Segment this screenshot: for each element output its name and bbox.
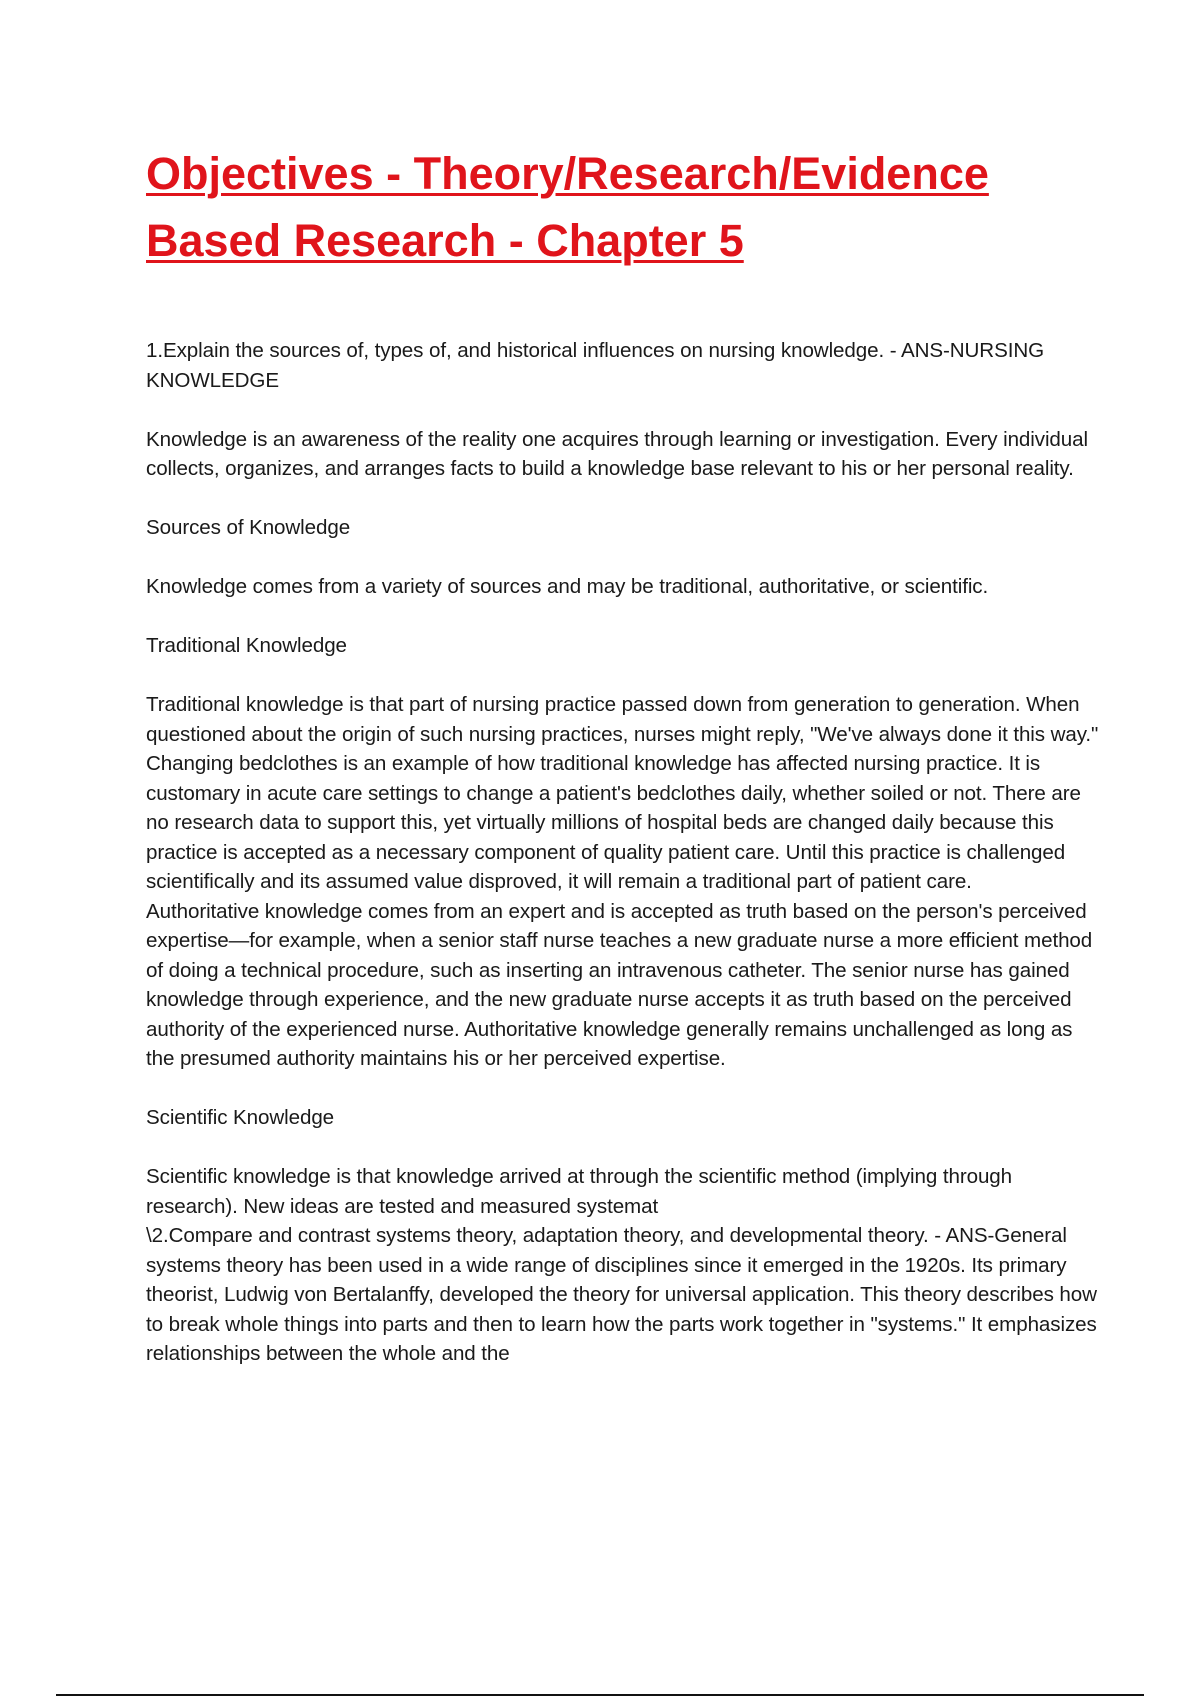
question-2-paragraph: \2.Compare and contrast systems theory, adaptation theory, and developmental theory. - ANS-General systems theory has been used in a wide range of disciplines since it emerged in the 1920s. Its primary theorist, Ludwig von Bertalanffy, developed the theory for universal application. This theory describes how to break whole things into parts and then to learn how the parts work together in "systems." It emphasizes relationships between the whole and the bbox=[146, 1224, 1097, 1365]
scientific-knowledge-heading: Scientific Knowledge bbox=[146, 1106, 335, 1129]
scientific-knowledge-paragraph: Scientific knowledge is that knowledge arrived at through the scientific method (implying through research). New ideas are tested and measured systemat bbox=[146, 1165, 1013, 1218]
traditional-knowledge-paragraph: Traditional knowledge is that part of nursing practice passed down from generation to generation. When questioned about the origin of such nursing practices, nurses might reply, "We've always done it this way." Changing bedclothes is an example of how traditional knowledge has affected nursing practice. It is customary in acute care settings to change a patient's bedclothes daily, whether soiled or not. There are no research data to support this, yet virtually millions of hospital beds are changed daily because this practice is accepted as a necessary component of quality patient care. Until this practice is challenged scientifically and its assumed value disproved, it will remain a traditional part of patient care. bbox=[146, 693, 1099, 893]
document-title bbox=[146, 140, 1106, 274]
authoritative-knowledge-paragraph: Authoritative knowledge comes from an expert and is accepted as truth based on the person's perceived expertise—for example, when a senior staff nurse teaches a new graduate nurse a more efficient method of doing a technical procedure, such as inserting an intravenous catheter. The senior nurse has gained knowledge through experience, and the new graduate nurse accepts it as truth based on the perceived authority of the experienced nurse. Authoritative knowledge generally remains unchallenged as long as the presumed authority maintains his or her perceived expertise. bbox=[146, 899, 1093, 1070]
sources-intro-paragraph: Knowledge comes from a variety of sources and may be traditional, authoritative, or scientific. bbox=[146, 575, 989, 598]
sources-of-knowledge-heading: Sources of Knowledge bbox=[146, 516, 351, 539]
document-body bbox=[146, 336, 1106, 1369]
question-1-paragraph: 1.Explain the sources of, types of, and historical influences on nursing knowledge. - ANS-NURSING KNOWLEDGE bbox=[146, 339, 1045, 392]
title-line-2: Based Research - Chapter 5 bbox=[146, 215, 744, 266]
title-line-1: Objectives - Theory/Research/Evidence bbox=[146, 148, 989, 199]
traditional-knowledge-heading: Traditional Knowledge bbox=[146, 634, 347, 657]
knowledge-definition-paragraph: Knowledge is an awareness of the reality one acquires through learning or investigation. Every individual collects, organizes, and arranges facts to build a knowledge base relevant to his or her personal reality. bbox=[146, 427, 1088, 480]
page-bottom-rule bbox=[56, 1694, 1144, 1696]
